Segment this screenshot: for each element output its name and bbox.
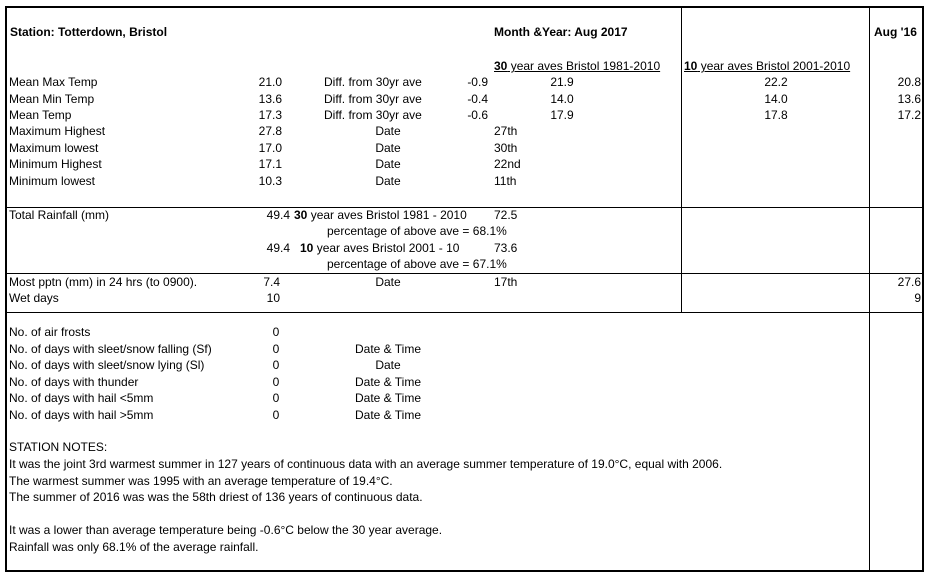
count-row-value: 0 (272, 374, 280, 389)
count-row-value: 0 (272, 325, 280, 339)
temp-row-ave30: 14.0 (550, 91, 574, 106)
note-line: It was a lower than average temperature being -0.6°C below the 30 year average. (9, 523, 443, 537)
extreme-row-label: Maximum lowest (9, 140, 99, 155)
ave30-heading (494, 59, 660, 73)
rainfall-value-2: 49.4 (266, 241, 290, 255)
ave30-heading-rest: year aves Bristol 1981-2010 (507, 59, 661, 73)
wet-days-label: Wet days (9, 291, 59, 305)
count-row-value: 0 (272, 341, 280, 356)
ave10-heading-num: 10 (684, 59, 698, 73)
extreme-row-date: 30th (494, 140, 518, 155)
temp-row-prev: 20.8 (897, 75, 921, 89)
count-row-label: No. of days with sleet/snow lying (Sl) (9, 358, 205, 372)
temp-row-label: Mean Max Temp (9, 75, 98, 89)
rainfall-value-1: 49.4 (266, 208, 290, 222)
rainfall-ave30-label (294, 208, 467, 222)
temp-row-diff: -0.9 (467, 75, 488, 89)
prev-year-title: Aug '16 (874, 25, 917, 39)
divider-pptn-counts (6, 312, 923, 313)
note-line: The warmest summer was 1995 with an average temperature of 19.4°C. (9, 473, 393, 488)
station-title: Station: Totterdown, Bristol (10, 25, 168, 39)
extreme-row-label: Maximum Highest (9, 124, 106, 138)
extreme-row-date-label: Date (375, 124, 401, 138)
extreme-row-date: 27th (494, 124, 518, 138)
ave30-heading-num: 30 (494, 59, 508, 73)
count-row-label: No. of days with hail >5mm (9, 407, 154, 422)
rainfall-ave10-label (300, 241, 459, 255)
note-line: Rainfall was only 68.1% of the average rainfall. (9, 539, 259, 554)
pptn-value: 7.4 (263, 275, 280, 289)
count-row-extra: Date & Time (354, 391, 422, 405)
rainfall-ave10-rest: year aves Bristol 2001 - 10 (313, 241, 460, 255)
count-row-label: No. of days with hail <5mm (9, 391, 154, 405)
count-row-label: No. of days with sleet/snow falling (Sf) (9, 341, 212, 356)
extreme-row-label: Minimum lowest (9, 173, 96, 188)
pptn-date: 17th (494, 275, 518, 289)
temp-row-ave30: 21.9 (550, 75, 574, 89)
ave10-heading (684, 59, 850, 73)
note-line: It was the joint 3rd warmest summer in 127 years of continuous data with an average summer temperature of 19.0°C, equal with 2006. (9, 457, 723, 471)
temp-row-value: 13.6 (258, 91, 282, 106)
pptn-date-label: Date (375, 275, 401, 289)
count-row-extra: Date (375, 358, 401, 372)
ave10-heading-rest: year aves Bristol 2001-2010 (697, 59, 851, 73)
rainfall-ave30-num: 30 (294, 208, 308, 222)
wet-days-value: 10 (266, 291, 280, 305)
notes-heading: STATION NOTES: (9, 440, 108, 454)
extreme-row-value: 17.1 (258, 157, 282, 171)
extreme-row-value: 27.8 (258, 124, 282, 138)
temp-row-ave10: 17.8 (764, 108, 788, 122)
rainfall-label: Total Rainfall (mm) (9, 208, 110, 222)
count-row-value: 0 (272, 391, 280, 405)
rainfall-ave30-rest: year aves Bristol 1981 - 2010 (307, 208, 467, 222)
wet-days-prev: 9 (914, 291, 921, 305)
count-row-value: 0 (272, 407, 280, 422)
extreme-row-date-label: Date (375, 173, 401, 188)
month-year-title: Month &Year: Aug 2017 (494, 25, 628, 39)
rainfall-ave10-value: 73.6 (494, 241, 518, 255)
extreme-row-date: 22nd (494, 157, 521, 171)
divider-col-10yr (681, 7, 682, 312)
temp-row-diff-label: Diff. from 30yr ave (324, 91, 422, 106)
temp-row-diff-label: Diff. from 30yr ave (324, 108, 422, 122)
rainfall-ave30-value: 72.5 (494, 208, 518, 222)
extreme-row-label: Minimum Highest (9, 157, 102, 171)
count-row-label: No. of days with thunder (9, 374, 139, 389)
temp-row-ave10: 22.2 (764, 75, 788, 89)
extreme-row-value: 17.0 (258, 140, 282, 155)
rainfall-ave10-num: 10 (300, 241, 314, 255)
extreme-row-date-label: Date (375, 157, 401, 171)
extreme-row-date-label: Date (375, 140, 401, 155)
extreme-row-date: 11th (494, 173, 517, 188)
note-line: The summer of 2016 was was the 58th driest of 136 years of continuous data. (9, 490, 423, 504)
rainfall-pct30: percentage of above ave = 68.1% (327, 224, 507, 238)
count-row-extra: Date & Time (354, 374, 422, 389)
temp-row-prev: 17.2 (897, 108, 921, 122)
temp-row-value: 21.0 (258, 75, 282, 89)
count-row-value: 0 (272, 358, 280, 372)
extreme-row-value: 10.3 (258, 173, 282, 188)
temp-row-diff: -0.6 (467, 108, 488, 122)
rainfall-pct10: percentage of above ave = 67.1% (327, 257, 507, 271)
count-row-label: No. of air frosts (9, 325, 91, 339)
temp-row-label: Mean Temp (9, 108, 72, 122)
temp-row-ave30: 17.9 (550, 108, 574, 122)
count-row-extra: Date & Time (354, 341, 422, 356)
temp-row-diff: -0.4 (467, 91, 488, 106)
temp-row-ave10: 14.0 (764, 91, 788, 106)
temp-row-diff-label: Diff. from 30yr ave (324, 75, 422, 89)
count-row-extra: Date & Time (354, 407, 422, 422)
temp-row-prev: 13.6 (897, 91, 921, 106)
pptn-prev: 27.6 (897, 275, 921, 289)
temp-row-value: 17.3 (258, 108, 282, 122)
pptn-label: Most pptn (mm) in 24 hrs (to 0900). (9, 275, 198, 289)
divider-rain-pptn (6, 273, 923, 274)
temp-row-label: Mean Min Temp (9, 91, 95, 106)
